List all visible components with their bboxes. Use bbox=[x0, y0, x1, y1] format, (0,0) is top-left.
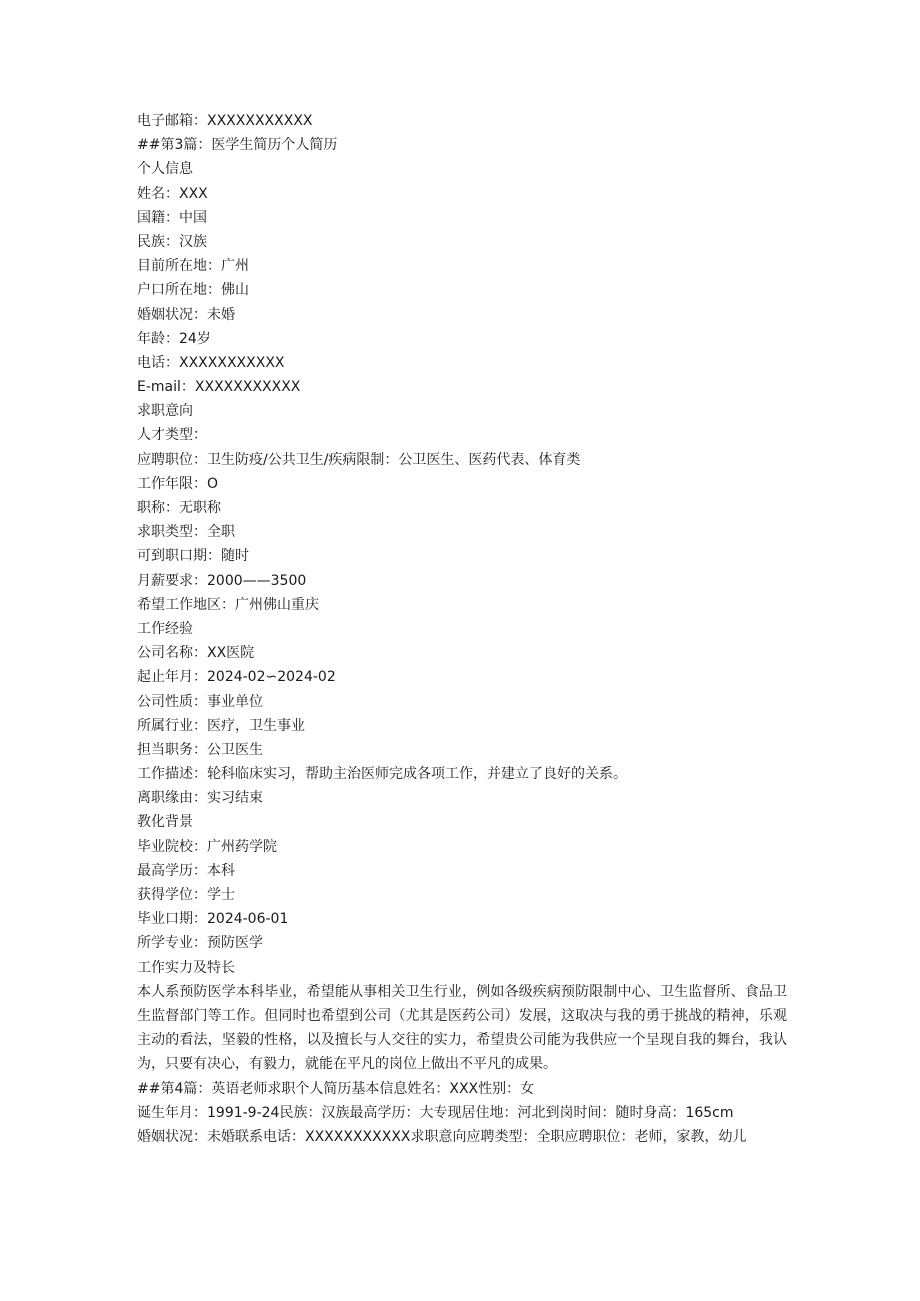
age-line: 年龄：24岁 bbox=[137, 330, 211, 347]
company-nature-line: 公司性质：事业单位 bbox=[137, 693, 263, 710]
document-body bbox=[137, 109, 787, 1149]
applied-position-line: 应聘职位：卫生防疫/公共卫生/疾病限制：公卫医生、医药代表、体育类 bbox=[137, 451, 581, 468]
job-description-line: 工作描述：轮科临床实习，帮助主治医师完成各项工作，并建立了良好的关系。 bbox=[137, 766, 627, 783]
nationality-line: 国籍：中国 bbox=[137, 209, 207, 226]
heading-skills: 工作实力及特长 bbox=[137, 959, 235, 976]
hukou-line: 户口所在地：佛山 bbox=[137, 282, 249, 299]
email-line: 电子邮箱：XXXXXXXXXXX bbox=[137, 113, 313, 129]
preferred-region-line: 希望工作地区：广州佛山重庆 bbox=[137, 596, 319, 613]
period-line: 起止年月：2024-02∽2024-02 bbox=[137, 669, 336, 686]
company-name-line: 公司名称：XX医院 bbox=[137, 645, 255, 662]
degree-level-line: 最高学历：本科 bbox=[137, 862, 235, 879]
basic-info-line: 诞生年月：1991-9-24民族：汉族最高学历：大专现居住地：河北到岗时间：随时身高：165cm bbox=[137, 1104, 734, 1121]
self-introduction-paragraph: 本人系预防医学本科毕业，希望能从事相关卫生行业，例如各级疾病预防限制中心、卫生监督所、食品卫生监督部门等工作。但同时也希望到公司（尤其是医药公司）发展，这取决与我的勇于挑战的精神，乐观主动的看法，坚毅的性格，以及擅长与人交往的实力，希望贵公司能为我供应一个呈现自我的舞台，我认为，只要有决心，有毅力，就能在平凡的岗位上做出不平凡的成果。 bbox=[137, 983, 787, 1073]
school-line: 毕业院校：广州药学院 bbox=[137, 838, 277, 855]
leaving-reason-line: 离职缘由：实习结束 bbox=[137, 790, 263, 807]
degree-line: 获得学位：学士 bbox=[137, 887, 235, 903]
availability-line: 可到职口期：随时 bbox=[137, 548, 249, 565]
email-line-2: E-mail：XXXXXXXXXXX bbox=[137, 379, 301, 396]
graduation-date-line: 毕业口期：2024-06-01 bbox=[137, 911, 289, 928]
talent-type-line: 人才类型： bbox=[137, 427, 207, 444]
work-years-line: 工作年限：O bbox=[137, 475, 219, 492]
role-line: 担当职务：公卫医生 bbox=[137, 741, 263, 758]
heading-job-intention: 求职意向 bbox=[137, 403, 193, 420]
heading-personal-info: 个人信息 bbox=[137, 161, 193, 178]
section-heading-resume-3: ##第3篇：医学生简历个人简历 bbox=[137, 137, 338, 154]
marital-contact-line: 婚姻状况：未婚联系电话：XXXXXXXXXXX求职意向应聘类型：全职应聘职位：老师，家教，幼儿 bbox=[137, 1128, 747, 1145]
job-type-line: 求职类型：全职 bbox=[137, 524, 235, 541]
salary-line: 月薪要求：2000——3500 bbox=[137, 572, 307, 589]
marital-status-line: 婚姻状况：未婚 bbox=[137, 306, 235, 323]
industry-line: 所属行业：医疗，卫生事业 bbox=[137, 717, 305, 734]
title-line: 职称：无职称 bbox=[137, 500, 221, 516]
ethnicity-line: 民族：汉族 bbox=[137, 233, 207, 250]
heading-education: 教化背景 bbox=[137, 814, 193, 831]
phone-line: 电话：XXXXXXXXXXX bbox=[137, 354, 285, 371]
major-line: 所学专业：预防医学 bbox=[137, 935, 263, 952]
section-heading-resume-4: ##第4篇：英语老师求职个人简历基本信息姓名：XXX性别：女 bbox=[137, 1080, 535, 1097]
name-line: 姓名：XXX bbox=[137, 185, 208, 202]
current-location-line: 目前所在地：广州 bbox=[137, 258, 249, 275]
heading-work-experience: 工作经验 bbox=[137, 620, 193, 637]
